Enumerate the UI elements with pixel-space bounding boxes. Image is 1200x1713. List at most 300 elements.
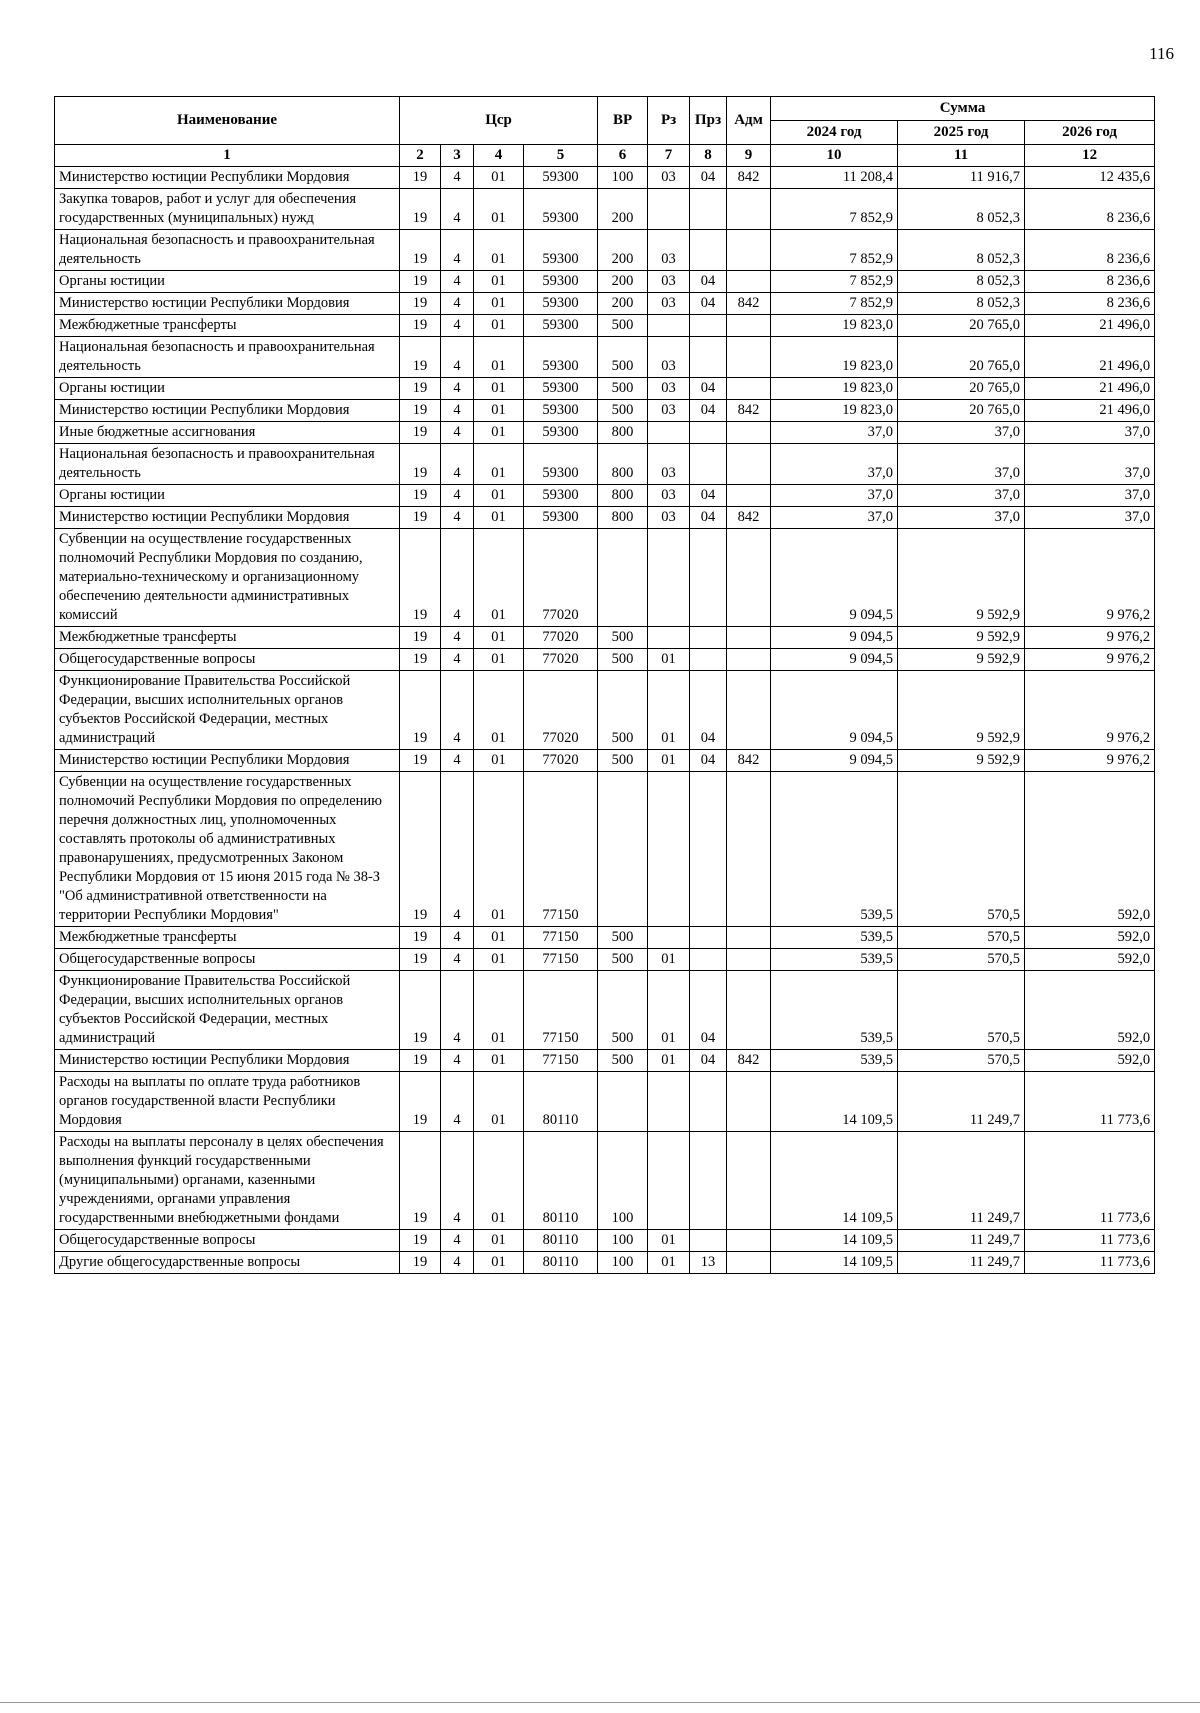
adm-cell — [727, 1072, 771, 1132]
row-name: Общегосударственные вопросы — [55, 1230, 400, 1252]
csr-part-3: 01 — [474, 949, 524, 971]
rz-cell — [648, 772, 690, 927]
amount-2024: 9 094,5 — [771, 627, 898, 649]
rz-cell — [648, 315, 690, 337]
csr-part-3: 01 — [474, 337, 524, 378]
table-body — [55, 167, 1155, 1274]
csr-part-4: 59300 — [524, 507, 598, 529]
csr-part-2: 4 — [441, 189, 474, 230]
csr-part-3: 01 — [474, 772, 524, 927]
prz-cell — [690, 772, 727, 927]
adm-cell: 842 — [727, 507, 771, 529]
rz-cell: 01 — [648, 949, 690, 971]
csr-part-2: 4 — [441, 315, 474, 337]
amount-2024: 539,5 — [771, 927, 898, 949]
table-header — [55, 97, 1155, 167]
csr-part-3: 01 — [474, 1050, 524, 1072]
amount-2026: 11 773,6 — [1025, 1252, 1155, 1274]
amount-2024: 14 109,5 — [771, 1132, 898, 1230]
rz-cell: 03 — [648, 485, 690, 507]
csr-part-2: 4 — [441, 485, 474, 507]
csr-part-3: 01 — [474, 271, 524, 293]
rz-cell: 03 — [648, 400, 690, 422]
amount-2025: 37,0 — [898, 422, 1025, 444]
csr-part-4: 59300 — [524, 378, 598, 400]
adm-cell: 842 — [727, 400, 771, 422]
row-name: Субвенции на осуществление государственных полномочий Республики Мордовия по определению перечня должностных лиц, уполномоченных составлять протоколы об административных правонарушениях, предусмотренных Законом Республики Мордовия от 15 июня 2015 года № 38-З "Об административной ответственности на территории Республики Мордовия" — [55, 772, 400, 927]
column-number: 9 — [727, 145, 771, 167]
csr-part-3: 01 — [474, 444, 524, 485]
rz-cell — [648, 1072, 690, 1132]
csr-part-3: 01 — [474, 485, 524, 507]
csr-part-1: 19 — [400, 649, 441, 671]
amount-2024: 7 852,9 — [771, 271, 898, 293]
csr-part-2: 4 — [441, 271, 474, 293]
prz-cell — [690, 949, 727, 971]
vr-cell: 500 — [598, 750, 648, 772]
amount-2025: 20 765,0 — [898, 400, 1025, 422]
csr-part-1: 19 — [400, 337, 441, 378]
csr-part-1: 19 — [400, 1132, 441, 1230]
csr-part-2: 4 — [441, 422, 474, 444]
column-number: 7 — [648, 145, 690, 167]
prz-cell — [690, 1132, 727, 1230]
prz-cell — [690, 927, 727, 949]
amount-2026: 592,0 — [1025, 949, 1155, 971]
amount-2026: 12 435,6 — [1025, 167, 1155, 189]
rz-cell: 03 — [648, 507, 690, 529]
amount-2025: 8 052,3 — [898, 271, 1025, 293]
csr-part-1: 19 — [400, 529, 441, 627]
amount-2024: 37,0 — [771, 507, 898, 529]
table-row — [55, 444, 1155, 485]
adm-cell: 842 — [727, 750, 771, 772]
csr-part-1: 19 — [400, 315, 441, 337]
table-row — [55, 772, 1155, 927]
header-year-2025: 2025 год — [898, 121, 1025, 145]
vr-cell: 100 — [598, 1230, 648, 1252]
amount-2026: 21 496,0 — [1025, 378, 1155, 400]
csr-part-3: 01 — [474, 649, 524, 671]
amount-2025: 37,0 — [898, 485, 1025, 507]
table-row — [55, 529, 1155, 627]
csr-part-2: 4 — [441, 167, 474, 189]
csr-part-3: 01 — [474, 167, 524, 189]
amount-2024: 14 109,5 — [771, 1252, 898, 1274]
amount-2025: 11 249,7 — [898, 1132, 1025, 1230]
csr-part-1: 19 — [400, 189, 441, 230]
adm-cell — [727, 1252, 771, 1274]
csr-part-2: 4 — [441, 378, 474, 400]
amount-2025: 8 052,3 — [898, 293, 1025, 315]
prz-cell: 04 — [690, 507, 727, 529]
csr-part-3: 01 — [474, 507, 524, 529]
amount-2026: 9 976,2 — [1025, 529, 1155, 627]
table-row — [55, 271, 1155, 293]
adm-cell — [727, 627, 771, 649]
vr-cell — [598, 772, 648, 927]
csr-part-3: 01 — [474, 529, 524, 627]
amount-2026: 37,0 — [1025, 507, 1155, 529]
prz-cell — [690, 189, 727, 230]
csr-part-4: 59300 — [524, 422, 598, 444]
adm-cell — [727, 337, 771, 378]
header-year-2024: 2024 год — [771, 121, 898, 145]
amount-2025: 8 052,3 — [898, 230, 1025, 271]
csr-part-4: 59300 — [524, 230, 598, 271]
table-row — [55, 1050, 1155, 1072]
csr-part-1: 19 — [400, 671, 441, 750]
table-row — [55, 927, 1155, 949]
amount-2025: 570,5 — [898, 927, 1025, 949]
vr-cell: 500 — [598, 971, 648, 1050]
rz-cell — [648, 927, 690, 949]
csr-part-3: 01 — [474, 293, 524, 315]
rz-cell: 03 — [648, 271, 690, 293]
csr-part-1: 19 — [400, 422, 441, 444]
csr-part-4: 59300 — [524, 485, 598, 507]
csr-part-2: 4 — [441, 671, 474, 750]
vr-cell — [598, 1072, 648, 1132]
prz-cell: 04 — [690, 971, 727, 1050]
prz-cell: 04 — [690, 485, 727, 507]
amount-2024: 37,0 — [771, 485, 898, 507]
csr-part-2: 4 — [441, 444, 474, 485]
table-row — [55, 189, 1155, 230]
amount-2024: 539,5 — [771, 971, 898, 1050]
vr-cell: 500 — [598, 649, 648, 671]
adm-cell — [727, 422, 771, 444]
csr-part-4: 77150 — [524, 1050, 598, 1072]
header-rz: Рз — [648, 97, 690, 145]
csr-part-3: 01 — [474, 400, 524, 422]
csr-part-1: 19 — [400, 1252, 441, 1274]
vr-cell: 200 — [598, 271, 648, 293]
prz-cell: 04 — [690, 750, 727, 772]
column-number: 10 — [771, 145, 898, 167]
csr-part-4: 77150 — [524, 772, 598, 927]
prz-cell — [690, 337, 727, 378]
rz-cell — [648, 627, 690, 649]
amount-2025: 20 765,0 — [898, 337, 1025, 378]
table-row — [55, 378, 1155, 400]
rz-cell — [648, 422, 690, 444]
csr-part-1: 19 — [400, 378, 441, 400]
header-year-2026: 2026 год — [1025, 121, 1155, 145]
amount-2026: 592,0 — [1025, 1050, 1155, 1072]
vr-cell: 100 — [598, 1252, 648, 1274]
csr-part-2: 4 — [441, 649, 474, 671]
csr-part-3: 01 — [474, 189, 524, 230]
column-number: 6 — [598, 145, 648, 167]
table-row — [55, 1252, 1155, 1274]
csr-part-1: 19 — [400, 772, 441, 927]
rz-cell: 03 — [648, 444, 690, 485]
prz-cell: 04 — [690, 271, 727, 293]
vr-cell: 500 — [598, 949, 648, 971]
csr-part-3: 01 — [474, 422, 524, 444]
table-row — [55, 971, 1155, 1050]
csr-part-1: 19 — [400, 444, 441, 485]
rz-cell — [648, 529, 690, 627]
table-row — [55, 649, 1155, 671]
csr-part-2: 4 — [441, 1072, 474, 1132]
csr-part-1: 19 — [400, 1230, 441, 1252]
adm-cell — [727, 485, 771, 507]
row-name: Субвенции на осуществление государственных полномочий Республики Мордовия по созданию, материально-техническому и организационному обеспечению деятельности административных комиссий — [55, 529, 400, 627]
csr-part-2: 4 — [441, 529, 474, 627]
csr-part-1: 19 — [400, 167, 441, 189]
table-row — [55, 1072, 1155, 1132]
table-row — [55, 750, 1155, 772]
rz-cell — [648, 189, 690, 230]
amount-2024: 7 852,9 — [771, 230, 898, 271]
row-name: Органы юстиции — [55, 378, 400, 400]
row-name: Министерство юстиции Республики Мордовия — [55, 167, 400, 189]
column-number: 4 — [474, 145, 524, 167]
amount-2026: 8 236,6 — [1025, 189, 1155, 230]
column-number: 11 — [898, 145, 1025, 167]
amount-2025: 570,5 — [898, 772, 1025, 927]
table-row — [55, 507, 1155, 529]
prz-cell: 04 — [690, 293, 727, 315]
csr-part-2: 4 — [441, 1230, 474, 1252]
rz-cell: 01 — [648, 649, 690, 671]
adm-cell — [727, 529, 771, 627]
csr-part-4: 59300 — [524, 315, 598, 337]
csr-part-2: 4 — [441, 1252, 474, 1274]
row-name: Другие общегосударственные вопросы — [55, 1252, 400, 1274]
amount-2026: 592,0 — [1025, 927, 1155, 949]
csr-part-4: 80110 — [524, 1230, 598, 1252]
csr-part-2: 4 — [441, 750, 474, 772]
csr-part-3: 01 — [474, 1230, 524, 1252]
row-name: Общегосударственные вопросы — [55, 649, 400, 671]
table-row — [55, 949, 1155, 971]
adm-cell — [727, 378, 771, 400]
adm-cell — [727, 949, 771, 971]
rz-cell: 03 — [648, 167, 690, 189]
csr-part-2: 4 — [441, 627, 474, 649]
table-row — [55, 627, 1155, 649]
csr-part-4: 77020 — [524, 529, 598, 627]
csr-part-3: 01 — [474, 315, 524, 337]
amount-2025: 9 592,9 — [898, 671, 1025, 750]
adm-cell: 842 — [727, 167, 771, 189]
table-row — [55, 1230, 1155, 1252]
row-name: Органы юстиции — [55, 271, 400, 293]
header-sum: Сумма — [771, 97, 1155, 121]
row-name: Министерство юстиции Республики Мордовия — [55, 400, 400, 422]
vr-cell: 500 — [598, 315, 648, 337]
csr-part-1: 19 — [400, 400, 441, 422]
csr-part-2: 4 — [441, 1132, 474, 1230]
vr-cell: 500 — [598, 671, 648, 750]
csr-part-3: 01 — [474, 927, 524, 949]
amount-2026: 8 236,6 — [1025, 293, 1155, 315]
amount-2026: 21 496,0 — [1025, 400, 1155, 422]
amount-2025: 570,5 — [898, 971, 1025, 1050]
vr-cell: 500 — [598, 1050, 648, 1072]
csr-part-1: 19 — [400, 927, 441, 949]
amount-2024: 37,0 — [771, 422, 898, 444]
table-row — [55, 400, 1155, 422]
table-row — [55, 422, 1155, 444]
prz-cell: 04 — [690, 1050, 727, 1072]
row-name: Расходы на выплаты по оплате труда работников органов государственной власти Республики Мордовия — [55, 1072, 400, 1132]
vr-cell: 200 — [598, 189, 648, 230]
csr-part-4: 59300 — [524, 167, 598, 189]
vr-cell: 200 — [598, 293, 648, 315]
csr-part-1: 19 — [400, 271, 441, 293]
csr-part-4: 59300 — [524, 271, 598, 293]
prz-cell: 04 — [690, 671, 727, 750]
table-row — [55, 293, 1155, 315]
adm-cell — [727, 649, 771, 671]
prz-cell — [690, 1230, 727, 1252]
row-name: Иные бюджетные ассигнования — [55, 422, 400, 444]
amount-2024: 14 109,5 — [771, 1072, 898, 1132]
rz-cell: 03 — [648, 293, 690, 315]
row-name: Функционирование Правительства Российской Федерации, высших исполнительных органов субъектов Российской Федерации, местных администраций — [55, 671, 400, 750]
adm-cell: 842 — [727, 1050, 771, 1072]
prz-cell — [690, 649, 727, 671]
amount-2026: 9 976,2 — [1025, 671, 1155, 750]
amount-2024: 9 094,5 — [771, 529, 898, 627]
page-bottom-line — [0, 1702, 1200, 1703]
header-prz: Прз — [690, 97, 727, 145]
column-number: 5 — [524, 145, 598, 167]
adm-cell — [727, 927, 771, 949]
amount-2025: 570,5 — [898, 1050, 1025, 1072]
rz-cell: 01 — [648, 971, 690, 1050]
column-number: 12 — [1025, 145, 1155, 167]
header-csr: Цср — [400, 97, 598, 145]
vr-cell — [598, 529, 648, 627]
amount-2026: 11 773,6 — [1025, 1132, 1155, 1230]
vr-cell: 100 — [598, 1132, 648, 1230]
amount-2025: 20 765,0 — [898, 315, 1025, 337]
vr-cell: 100 — [598, 167, 648, 189]
adm-cell: 842 — [727, 293, 771, 315]
vr-cell: 500 — [598, 927, 648, 949]
adm-cell — [727, 971, 771, 1050]
prz-cell: 13 — [690, 1252, 727, 1274]
header-adm: Адм — [727, 97, 771, 145]
budget-table — [54, 96, 1155, 1274]
amount-2026: 8 236,6 — [1025, 230, 1155, 271]
adm-cell — [727, 1132, 771, 1230]
amount-2025: 9 592,9 — [898, 750, 1025, 772]
row-name: Министерство юстиции Республики Мордовия — [55, 293, 400, 315]
csr-part-4: 77020 — [524, 750, 598, 772]
adm-cell — [727, 189, 771, 230]
row-name: Межбюджетные трансферты — [55, 315, 400, 337]
amount-2026: 9 976,2 — [1025, 649, 1155, 671]
amount-2026: 21 496,0 — [1025, 337, 1155, 378]
amount-2026: 9 976,2 — [1025, 750, 1155, 772]
csr-part-4: 59300 — [524, 293, 598, 315]
table-row — [55, 315, 1155, 337]
csr-part-1: 19 — [400, 230, 441, 271]
csr-part-1: 19 — [400, 293, 441, 315]
csr-part-1: 19 — [400, 971, 441, 1050]
rz-cell: 01 — [648, 750, 690, 772]
table-row — [55, 485, 1155, 507]
amount-2024: 7 852,9 — [771, 293, 898, 315]
adm-cell — [727, 271, 771, 293]
vr-cell: 500 — [598, 400, 648, 422]
csr-part-3: 01 — [474, 627, 524, 649]
csr-part-4: 77020 — [524, 649, 598, 671]
csr-part-2: 4 — [441, 293, 474, 315]
rz-cell: 03 — [648, 337, 690, 378]
amount-2024: 9 094,5 — [771, 649, 898, 671]
amount-2024: 539,5 — [771, 1050, 898, 1072]
table-row — [55, 167, 1155, 189]
adm-cell — [727, 772, 771, 927]
header-vr: ВР — [598, 97, 648, 145]
prz-cell — [690, 230, 727, 271]
amount-2025: 11 916,7 — [898, 167, 1025, 189]
csr-part-4: 59300 — [524, 400, 598, 422]
amount-2025: 11 249,7 — [898, 1072, 1025, 1132]
vr-cell: 800 — [598, 422, 648, 444]
row-name: Национальная безопасность и правоохранительная деятельность — [55, 444, 400, 485]
column-number: 3 — [441, 145, 474, 167]
amount-2024: 539,5 — [771, 949, 898, 971]
csr-part-2: 4 — [441, 337, 474, 378]
rz-cell: 03 — [648, 230, 690, 271]
csr-part-2: 4 — [441, 507, 474, 529]
table-row — [55, 337, 1155, 378]
csr-part-1: 19 — [400, 507, 441, 529]
csr-part-3: 01 — [474, 230, 524, 271]
csr-part-4: 80110 — [524, 1252, 598, 1274]
csr-part-3: 01 — [474, 1252, 524, 1274]
csr-part-3: 01 — [474, 1072, 524, 1132]
prz-cell — [690, 422, 727, 444]
prz-cell: 04 — [690, 167, 727, 189]
amount-2025: 20 765,0 — [898, 378, 1025, 400]
amount-2026: 11 773,6 — [1025, 1230, 1155, 1252]
row-name: Закупка товаров, работ и услуг для обеспечения государственных (муниципальных) нужд — [55, 189, 400, 230]
amount-2025: 8 052,3 — [898, 189, 1025, 230]
csr-part-1: 19 — [400, 949, 441, 971]
csr-part-3: 01 — [474, 1132, 524, 1230]
csr-part-4: 59300 — [524, 444, 598, 485]
table-row — [55, 671, 1155, 750]
csr-part-4: 80110 — [524, 1072, 598, 1132]
csr-part-1: 19 — [400, 627, 441, 649]
csr-part-1: 19 — [400, 750, 441, 772]
csr-part-3: 01 — [474, 750, 524, 772]
adm-cell — [727, 315, 771, 337]
amount-2024: 37,0 — [771, 444, 898, 485]
row-name: Национальная безопасность и правоохранительная деятельность — [55, 337, 400, 378]
csr-part-2: 4 — [441, 927, 474, 949]
column-number-row — [55, 145, 1155, 167]
csr-part-3: 01 — [474, 971, 524, 1050]
csr-part-4: 59300 — [524, 337, 598, 378]
csr-part-4: 77150 — [524, 949, 598, 971]
rz-cell: 01 — [648, 1230, 690, 1252]
prz-cell — [690, 444, 727, 485]
prz-cell: 04 — [690, 400, 727, 422]
column-number: 1 — [55, 145, 400, 167]
amount-2024: 9 094,5 — [771, 671, 898, 750]
row-name: Общегосударственные вопросы — [55, 949, 400, 971]
